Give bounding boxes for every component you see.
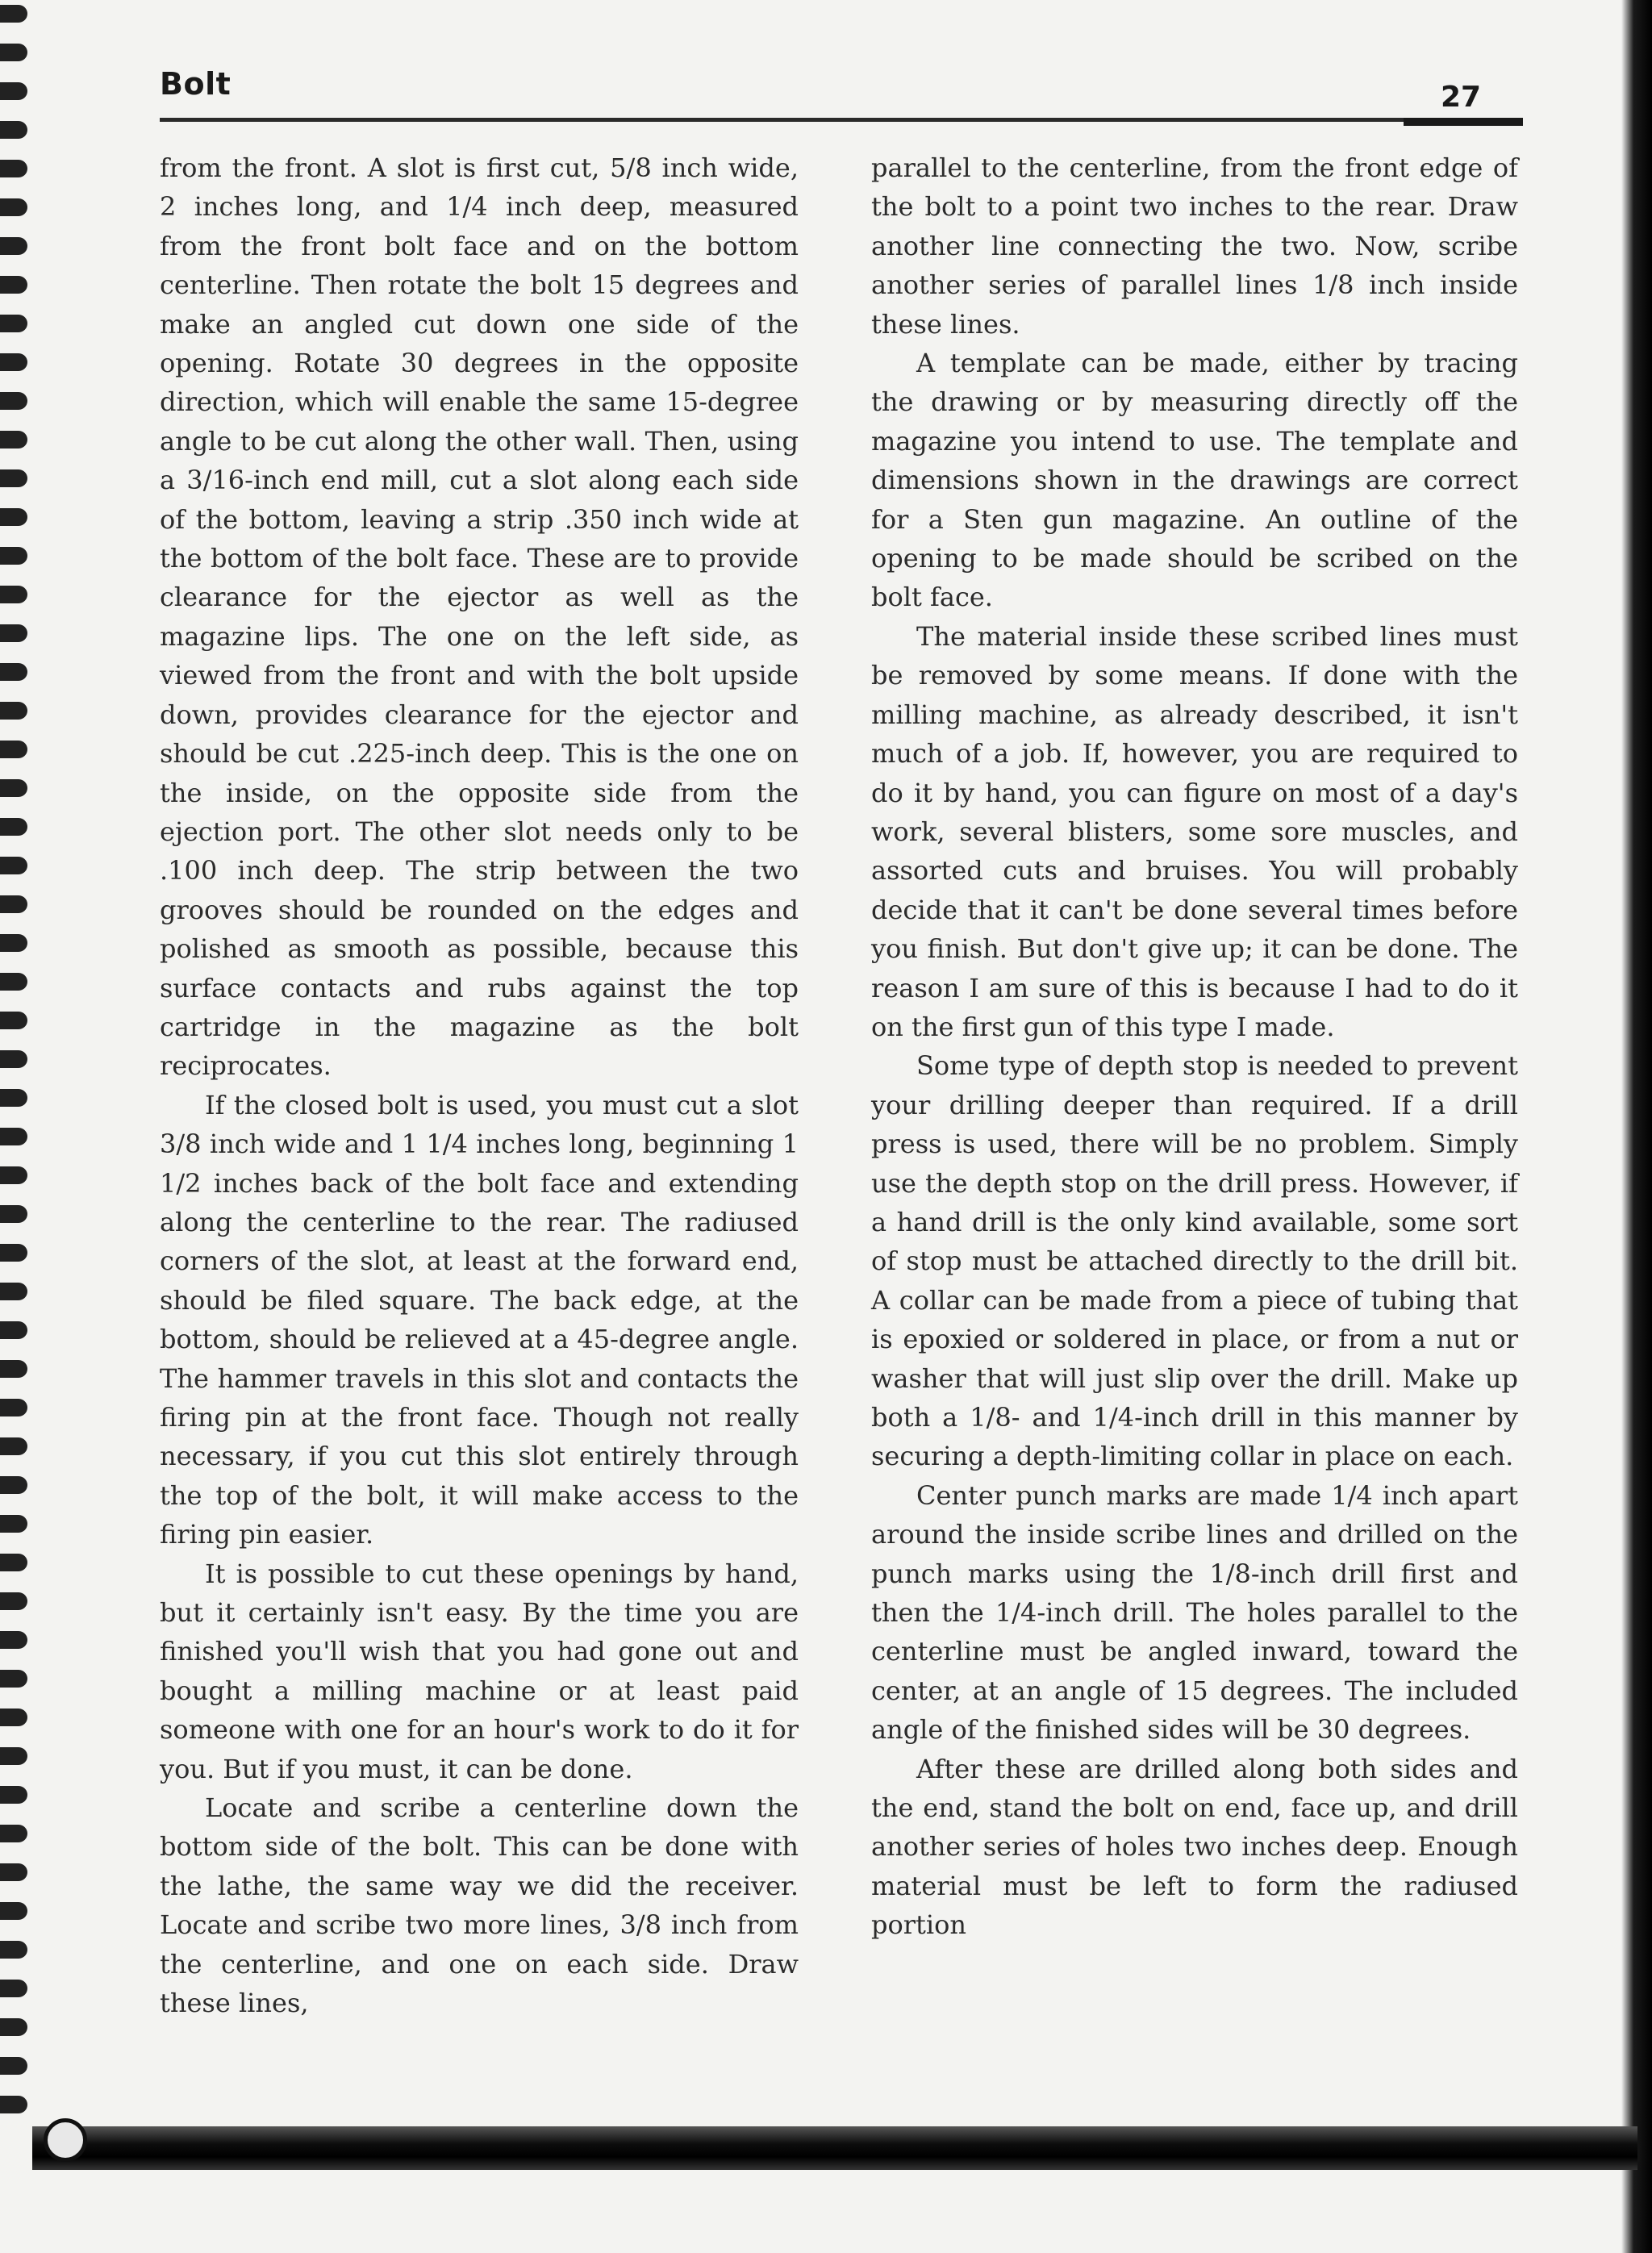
- binding-coil: [0, 1670, 27, 1688]
- binding-coil: [0, 1786, 27, 1804]
- binding-coil: [0, 1747, 27, 1765]
- paragraph: If the closed bolt is used, you must cut a slot 3/8 inch wide and 1 1/4 inches long, beginning 1 1/2 inches back of the bolt face and extending along the centerline to the rear. The radiused corners of the slot, at least at the forward end, should be filed square. The back edge, at the bottom, should be relieved at a 45-degree angle. The hammer travels in this slot and contacts the firing pin at the front face. Though not really necessary, if you cut this slot entirely through the top of the bolt, it will make access to the firing pin easier.: [160, 1089, 799, 1550]
- binding-coil: [0, 779, 27, 797]
- binding-coil: [0, 547, 27, 565]
- binding-coil: [0, 2018, 27, 2036]
- binding-coil: [0, 431, 27, 449]
- right-column: [871, 148, 1518, 1945]
- paragraph: After these are drilled along both sides and the end, stand the bolt on end, face up, and drill another series of holes two inches deep. Enough material must be left to form the radiused portion: [871, 1753, 1518, 1941]
- binding-coil: [0, 1631, 27, 1649]
- binding-coil: [0, 237, 27, 255]
- binding-coil: [0, 1321, 27, 1339]
- binding-coil: [0, 44, 27, 61]
- binding-coil: [0, 2057, 27, 2075]
- left-column: [160, 148, 799, 2023]
- binding-coil: [0, 663, 27, 681]
- binding-coil: [0, 469, 27, 487]
- binding-coil: [0, 1476, 27, 1494]
- binding-coil: [0, 1360, 27, 1378]
- paragraph: The material inside these scribed lines must be removed by some means. If done with the milling machine, as already described, it isn't much of a job. If, however, you are required to do it by hand, you can figure on most of a day's work, several blisters, some sore muscles, and assorted cuts and bruises. You will probably decide that it can't be done several times before you finish. But don't give up; it can be done. The reason I am sure of this is because I had to do it on the first gun of this type I made.: [871, 620, 1518, 1042]
- binding-coil: [0, 1050, 27, 1068]
- binding-coil: [0, 973, 27, 991]
- binding-coil: [0, 1709, 27, 1726]
- paragraph: Center punch marks are made 1/4 inch apart around the inside scribe lines and drilled on the punch marks using the 1/8-inch drill first and then the 1/4-inch drill. The holes parallel to the centerline must be angled inward, toward the center, at an angle of 15 degrees. The included angle of the finished sides will be 30 degrees.: [871, 1479, 1518, 1746]
- binding-coil: [0, 1283, 27, 1300]
- binding-coil: [0, 1166, 27, 1184]
- binding-coil: [0, 1437, 27, 1455]
- running-header-title: Bolt: [160, 66, 232, 102]
- binding-coil: [0, 1592, 27, 1610]
- binding-coil: [0, 1825, 27, 1842]
- binding-coil: [0, 586, 27, 603]
- page-number: 27: [1441, 81, 1482, 114]
- header-rule: [160, 118, 1523, 122]
- paragraph: A template can be made, either by tracing the drawing or by measuring directly off the magazine you intend to use. The template and dimensions shown in the drawings are correct for a Sten gun magazine. An outline of the opening to be made should be scribed on the bolt face.: [871, 348, 1518, 613]
- paragraph: Some type of depth stop is needed to prevent your drilling deeper than required. If a drill press is used, there will be no problem. Simply use the depth stop on the drill press. However, if a hand drill is the only kind available, some sort of stop must be attached directly to the drill bit. A collar can be made from a piece of tubing that is epoxied or soldered in place, or from a nut or washer that will just slip over the drill. Make up both a 1/8- and 1/4-inch drill in this manner by securing a depth-limiting collar in place on each.: [871, 1050, 1518, 1472]
- binding-coil: [0, 392, 27, 410]
- binding-coil: [0, 2096, 27, 2113]
- binding-coil: [0, 1089, 27, 1107]
- binding-coil: [0, 121, 27, 139]
- paragraph: It is possible to cut these openings by hand, but it certainly isn't easy. By the time you are finished you'll wish that you had gone out and bought a milling machine or at least paid someone with one for an hour's work to do it for you. But if you must, it can be done.: [160, 1558, 799, 1784]
- paragraph: parallel to the centerline, from the front edge of the bolt to a point two inches to the rear. Draw another line connecting the two. Now, scribe another series of parallel lines 1/8 inch inside these lines.: [871, 152, 1518, 340]
- binding-coil: [0, 82, 27, 100]
- binding-coil: [0, 508, 27, 526]
- binding-coil: [0, 1980, 27, 1997]
- binding-coil: [0, 198, 27, 216]
- binding-coil: [0, 895, 27, 913]
- binding-coil: [0, 857, 27, 874]
- binding-coil: [0, 741, 27, 758]
- paragraph: from the front. A slot is first cut, 5/8 inch wide, 2 inches long, and 1/4 inch deep, measured from the front bolt face and on the bottom centerline. Then rotate the bolt 15 degrees and make an angled cut down one side of the opening. Rotate 30 degrees in the opposite direction, which will enable the same 15-degree angle to be cut along the other wall. Then, using a 3/16-inch end mill, cut a slot along each side of the bottom, leaving a strip .350 inch wide at the bottom of the bolt face. These are to provide clearance for the ejector as well as the magazine lips. The one on the left side, as viewed from the front and with the bolt upside down, provides clearance for the ejector and should be cut .225-inch deep. This is the one on the inside, on the opposite side from the ejection port. The other slot needs only to be .100 inch deep. The strip between the two grooves should be rounded on the edges and polished as smooth as possible, because this surface contacts and rubs against the top cartridge in the magazine as the bolt reciprocates.: [160, 152, 799, 1082]
- page-edge-shadow: [1621, 0, 1652, 2253]
- binding-coil: [0, 1128, 27, 1145]
- binding-coil: [0, 934, 27, 952]
- binding-coil: [0, 624, 27, 642]
- spiral-binding: [0, 0, 32, 2253]
- binding-coil: [0, 702, 27, 720]
- binding-coil: [0, 1012, 27, 1029]
- binding-coil: [0, 160, 27, 177]
- binding-coil: [0, 1244, 27, 1262]
- binding-ring: [44, 2118, 87, 2162]
- header-rule-accent: [1404, 118, 1523, 126]
- binding-coil: [0, 1515, 27, 1533]
- paragraph: Locate and scribe a centerline down the bottom side of the bolt. This can be done with the lathe, the same way we did the receiver. Locate and scribe two more lines, 3/8 inch from the centerline, and one on each side. Draw these lines,: [160, 1792, 799, 2019]
- binding-coil: [0, 1205, 27, 1223]
- binding-coil: [0, 1941, 27, 1959]
- binding-coil: [0, 818, 27, 836]
- binding-coil: [0, 276, 27, 294]
- binding-coil: [0, 1902, 27, 1920]
- binding-coil: [0, 1399, 27, 1416]
- binding-coil: [0, 1863, 27, 1881]
- binding-coil: [0, 1554, 27, 1571]
- binding-coil: [0, 315, 27, 332]
- binding-coil: [0, 353, 27, 371]
- bottom-binding-edge: [32, 2126, 1637, 2170]
- binding-coil: [0, 5, 27, 23]
